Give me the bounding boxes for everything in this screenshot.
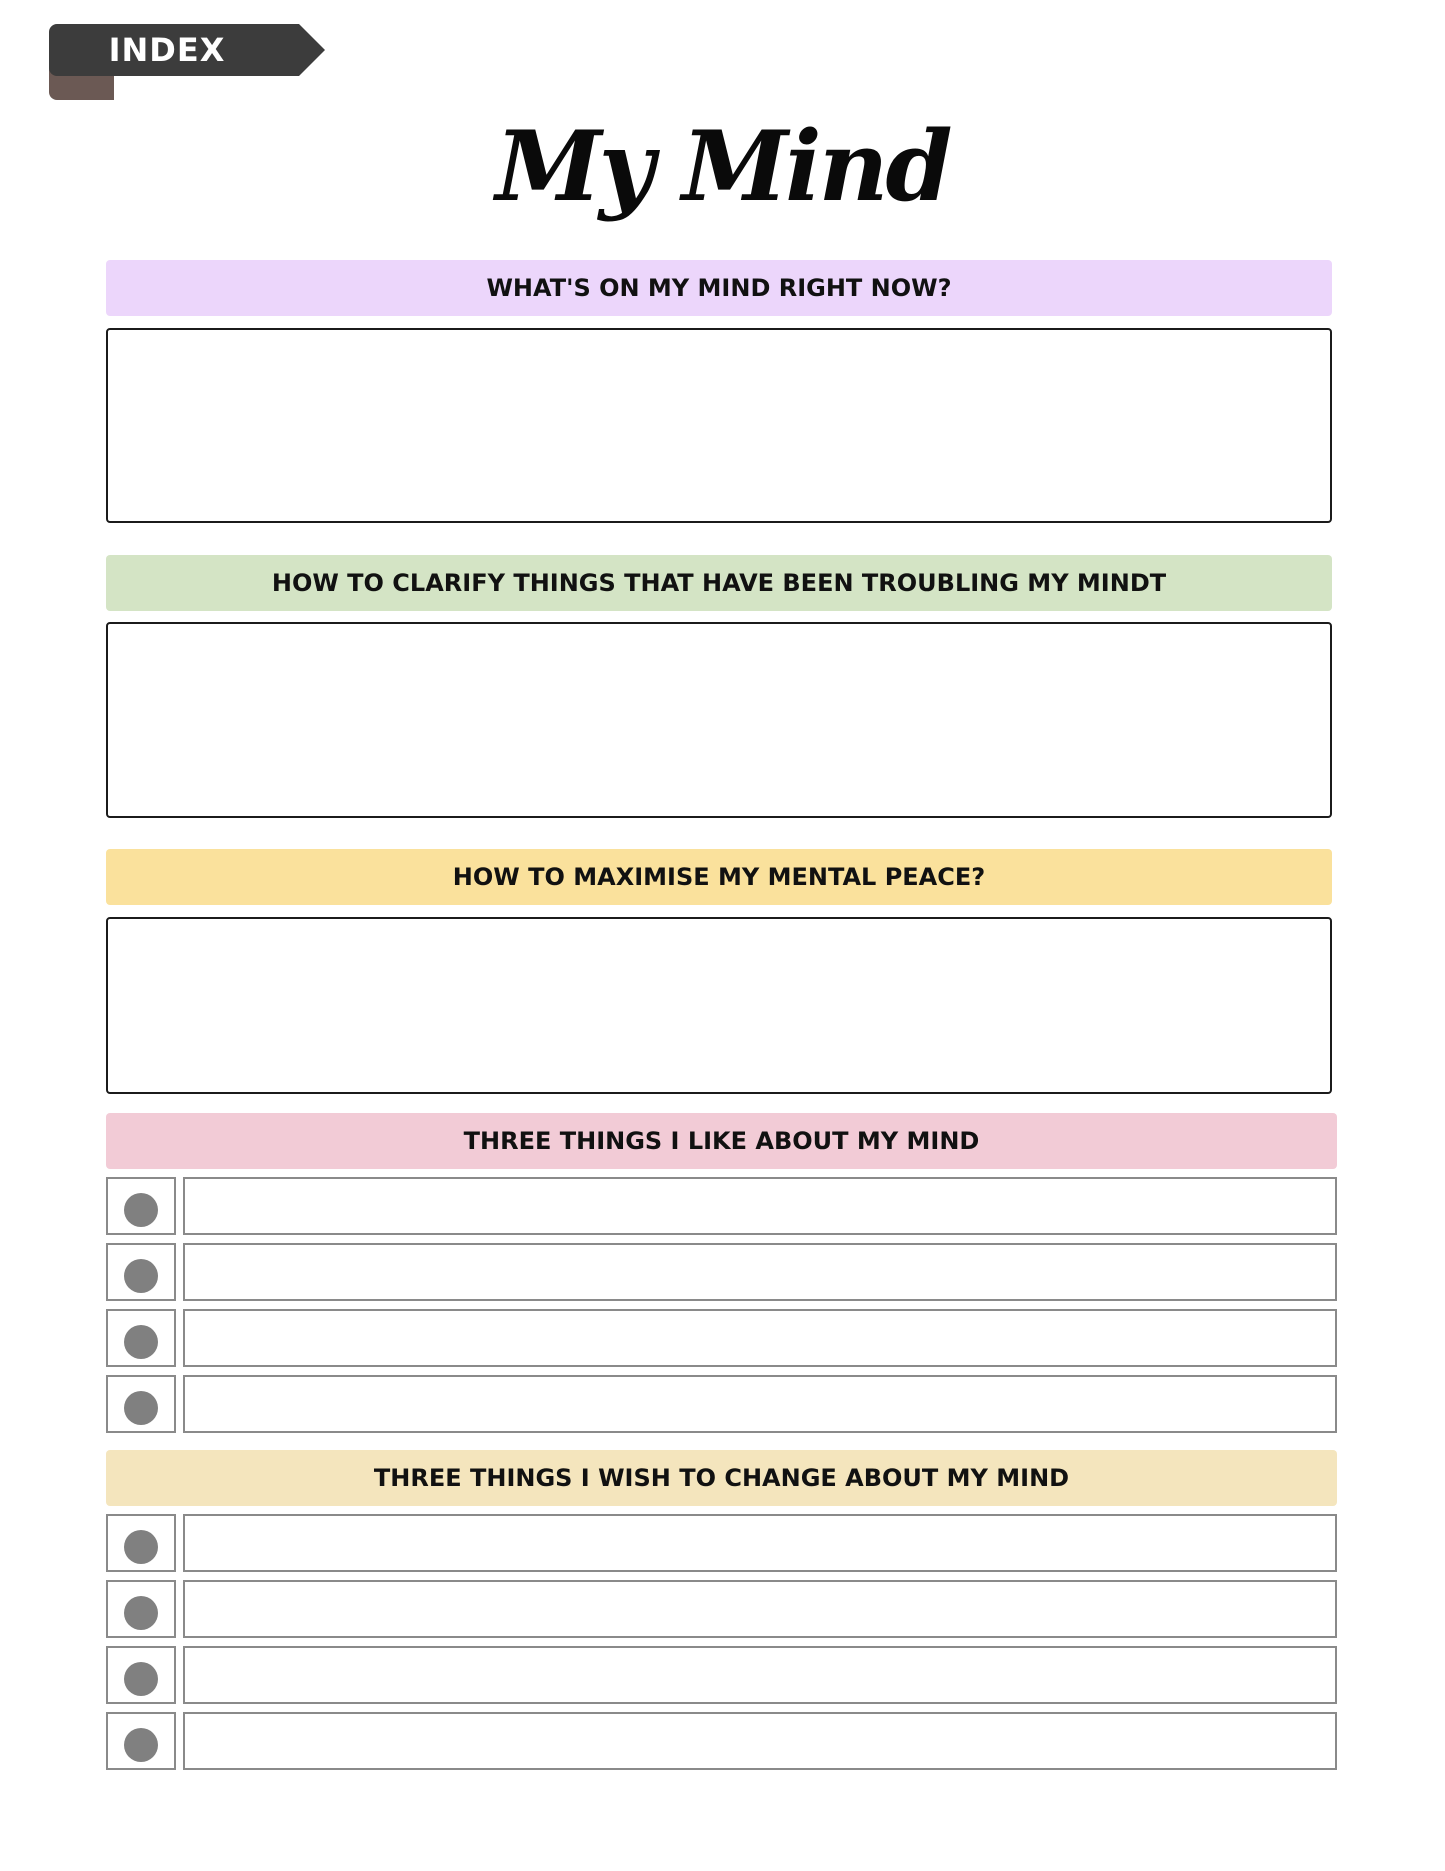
page-title: My Mind (495, 110, 950, 223)
writing-box-mind-now[interactable] (106, 328, 1332, 523)
section-heading-clarify: HOW TO CLARIFY THINGS THAT HAVE BEEN TROUBLING MY MINDT (106, 555, 1332, 611)
bullet-cell[interactable] (106, 1375, 176, 1433)
bullet-cell[interactable] (106, 1514, 176, 1572)
list-heading-change: THREE THINGS I WISH TO CHANGE ABOUT MY MIND (106, 1450, 1337, 1506)
section-heading-mental-peace: HOW TO MAXIMISE MY MENTAL PEACE? (106, 849, 1332, 905)
list-item (106, 1646, 1337, 1704)
list-item (106, 1243, 1337, 1301)
bullet-cell[interactable] (106, 1243, 176, 1301)
list-item-field[interactable] (183, 1243, 1337, 1301)
bullet-dot-icon (124, 1728, 158, 1762)
writing-box-clarify[interactable] (106, 622, 1332, 818)
bullet-cell[interactable] (106, 1712, 176, 1770)
section-heading-mind-now: WHAT'S ON MY MIND RIGHT NOW? (106, 260, 1332, 316)
list-item-field[interactable] (183, 1514, 1337, 1572)
list-item-field[interactable] (183, 1712, 1337, 1770)
bullet-dot-icon (124, 1193, 158, 1227)
index-tab-label: INDEX (108, 31, 226, 69)
list-item (106, 1177, 1337, 1235)
list-item-field[interactable] (183, 1375, 1337, 1433)
bullet-cell[interactable] (106, 1646, 176, 1704)
list-heading-like: THREE THINGS I LIKE ABOUT MY MIND (106, 1113, 1337, 1169)
index-tab[interactable] (49, 24, 325, 100)
bullet-dot-icon (124, 1391, 158, 1425)
bullet-dot-icon (124, 1325, 158, 1359)
bullet-dot-icon (124, 1662, 158, 1696)
bullet-cell[interactable] (106, 1309, 176, 1367)
list-item-field[interactable] (183, 1177, 1337, 1235)
list-item (106, 1309, 1337, 1367)
list-item (106, 1375, 1337, 1433)
list-item-field[interactable] (183, 1646, 1337, 1704)
bullet-dot-icon (124, 1259, 158, 1293)
list-item-field[interactable] (183, 1580, 1337, 1638)
bullet-dot-icon (124, 1530, 158, 1564)
bullet-cell[interactable] (106, 1580, 176, 1638)
list-item (106, 1580, 1337, 1638)
list-item (106, 1712, 1337, 1770)
bullet-dot-icon (124, 1596, 158, 1630)
list-item (106, 1514, 1337, 1572)
list-item-field[interactable] (183, 1309, 1337, 1367)
bullet-cell[interactable] (106, 1177, 176, 1235)
writing-box-mental-peace[interactable] (106, 917, 1332, 1094)
